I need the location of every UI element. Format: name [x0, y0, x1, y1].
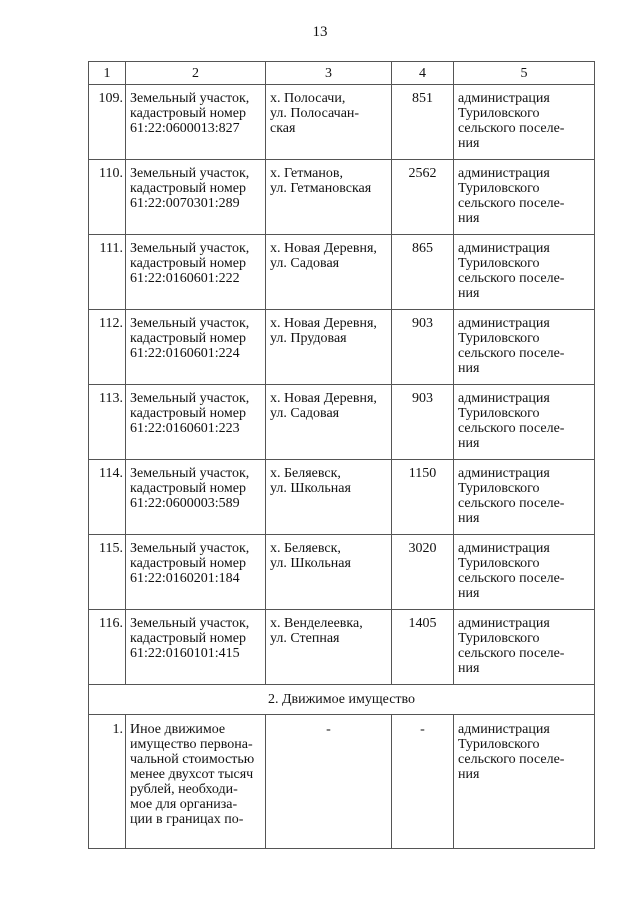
row-number: 114.	[89, 460, 126, 535]
property-name-line: кадастровый номер	[130, 556, 246, 571]
row-number: 111.	[89, 235, 126, 310]
property-owner-line: администрация	[458, 616, 550, 631]
row-number: 116.	[89, 610, 126, 685]
property-address	[266, 385, 392, 460]
property-owner-line: администрация	[458, 541, 550, 556]
property-address-line: ул. Полосачан-	[270, 106, 360, 121]
property-owner	[454, 460, 595, 535]
property-area: 1405	[392, 610, 454, 685]
property-name	[126, 85, 266, 160]
property-address-line: ул. Прудовая	[270, 331, 347, 346]
property-owner-line: ния	[458, 211, 480, 226]
property-owner-line: Туриловского	[458, 556, 540, 571]
property-owner-line: сельского поселе-	[458, 346, 565, 361]
property-name-line: Земельный участок,	[130, 541, 250, 556]
property-name-line: кадастровый номер	[130, 256, 246, 271]
property-owner	[454, 85, 595, 160]
property-address-line: ул. Степная	[270, 631, 340, 646]
property-area: 1150	[392, 460, 454, 535]
property-name-line: Земельный участок,	[130, 241, 250, 256]
property-name-line: кадастровый номер	[130, 481, 246, 496]
property-address-line: ул. Школьная	[270, 556, 351, 571]
property-owner-line: Туриловского	[458, 106, 540, 121]
property-register-table	[88, 61, 595, 849]
property-owner-line: ния	[458, 767, 480, 782]
property-name-line: Иное движимое	[130, 722, 226, 737]
property-name-line: 61:22:0160601:224	[130, 346, 240, 361]
property-name-line: менее двухсот тысяч	[130, 767, 254, 782]
table-row	[89, 160, 595, 235]
property-name-line: Земельный участок,	[130, 466, 250, 481]
property-address	[266, 535, 392, 610]
property-owner-line: ния	[458, 436, 480, 451]
column-header-1: 1	[89, 62, 126, 85]
property-owner-line: администрация	[458, 316, 550, 331]
property-address-line: х. Беляевск,	[270, 541, 341, 556]
property-owner-line: сельского поселе-	[458, 496, 565, 511]
property-name-line: имущество первона-	[130, 737, 253, 752]
property-area: 865	[392, 235, 454, 310]
section-title: 2. Движимое имущество	[89, 685, 595, 715]
property-name	[126, 235, 266, 310]
property-owner-line: ния	[458, 661, 480, 676]
property-name-line: чальной стоимостью	[130, 752, 255, 767]
page-number: 13	[312, 24, 328, 40]
property-owner-line: администрация	[458, 166, 550, 181]
property-address-line: х. Гетманов,	[270, 166, 343, 181]
property-owner-line: ния	[458, 286, 480, 301]
property-name-line: кадастровый номер	[130, 331, 246, 346]
property-area: 2562	[392, 160, 454, 235]
property-owner-line: администрация	[458, 722, 550, 737]
property-address	[266, 235, 392, 310]
column-header-2: 2	[126, 62, 266, 85]
table-row	[89, 235, 595, 310]
property-name-line: 61:22:0600013:827	[130, 121, 240, 136]
property-address-line: х. Новая Деревня,	[270, 316, 377, 331]
property-owner	[454, 235, 595, 310]
property-name-line: Земельный участок,	[130, 91, 250, 106]
property-owner-line: Туриловского	[458, 631, 540, 646]
property-owner-line: ния	[458, 586, 480, 601]
property-owner-line: ния	[458, 511, 480, 526]
property-address-line: х. Новая Деревня,	[270, 391, 377, 406]
table-row	[89, 385, 595, 460]
property-area: -	[392, 715, 454, 849]
table-row	[89, 85, 595, 160]
table-row	[89, 310, 595, 385]
property-area: 903	[392, 385, 454, 460]
row-number: 113.	[89, 385, 126, 460]
column-header-4: 4	[392, 62, 454, 85]
table-row	[89, 715, 595, 849]
property-owner-line: сельского поселе-	[458, 121, 565, 136]
property-address-line: х. Полосачи,	[270, 91, 346, 106]
property-name-line: Земельный участок,	[130, 316, 250, 331]
property-name-line: 61:22:0160201:184	[130, 571, 240, 586]
property-name	[126, 610, 266, 685]
property-owner-line: администрация	[458, 91, 550, 106]
column-header-3: 3	[266, 62, 392, 85]
property-name	[126, 535, 266, 610]
property-owner	[454, 610, 595, 685]
property-address-line: ул. Садовая	[270, 256, 340, 271]
property-owner-line: сельского поселе-	[458, 646, 565, 661]
property-owner-line: администрация	[458, 241, 550, 256]
property-name	[126, 385, 266, 460]
property-owner-line: Туриловского	[458, 256, 540, 271]
property-area: 903	[392, 310, 454, 385]
property-name-line: кадастровый номер	[130, 406, 246, 421]
property-owner	[454, 385, 595, 460]
row-number: 112.	[89, 310, 126, 385]
property-owner-line: сельского поселе-	[458, 752, 565, 767]
property-name-line: 61:22:0070301:289	[130, 196, 240, 211]
property-address: -	[266, 715, 392, 849]
property-name	[126, 715, 266, 849]
property-owner-line: Туриловского	[458, 406, 540, 421]
property-name-line: кадастровый номер	[130, 181, 246, 196]
property-owner-line: ния	[458, 361, 480, 376]
table-body	[89, 62, 595, 849]
property-name	[126, 460, 266, 535]
property-address	[266, 610, 392, 685]
property-address-line: ул. Школьная	[270, 481, 351, 496]
row-number: 110.	[89, 160, 126, 235]
property-owner-line: сельского поселе-	[458, 271, 565, 286]
property-area: 3020	[392, 535, 454, 610]
property-name-line: ции в границах по-	[130, 812, 244, 827]
property-address-line: х. Венделеевка,	[270, 616, 363, 631]
property-owner-line: администрация	[458, 466, 550, 481]
property-owner	[454, 535, 595, 610]
property-owner	[454, 715, 595, 849]
table-row	[89, 610, 595, 685]
property-owner-line: сельского поселе-	[458, 196, 565, 211]
property-name-line: мое для организа-	[130, 797, 238, 812]
property-address-line: ская	[270, 121, 296, 136]
property-name-line: кадастровый номер	[130, 631, 246, 646]
row-number: 115.	[89, 535, 126, 610]
row-number: 109.	[89, 85, 126, 160]
property-owner-line: администрация	[458, 391, 550, 406]
property-address	[266, 85, 392, 160]
property-owner-line: Туриловского	[458, 181, 540, 196]
property-owner-line: Туриловского	[458, 481, 540, 496]
property-name	[126, 160, 266, 235]
header-row	[89, 62, 595, 85]
property-owner-line: сельского поселе-	[458, 421, 565, 436]
table-row	[89, 460, 595, 535]
property-name	[126, 310, 266, 385]
property-name-line: 61:22:0160601:222	[130, 271, 240, 286]
property-name-line: Земельный участок,	[130, 166, 250, 181]
property-owner	[454, 160, 595, 235]
property-address	[266, 160, 392, 235]
property-area: 851	[392, 85, 454, 160]
property-name-line: Земельный участок,	[130, 616, 250, 631]
property-name-line: 61:22:0600003:589	[130, 496, 240, 511]
property-name-line: кадастровый номер	[130, 106, 246, 121]
property-owner-line: Туриловского	[458, 737, 540, 752]
property-name-line: 61:22:0160601:223	[130, 421, 240, 436]
column-header-5: 5	[454, 62, 595, 85]
property-name-line: 61:22:0160101:415	[130, 646, 240, 661]
property-address	[266, 310, 392, 385]
row-number: 1.	[89, 715, 126, 849]
property-owner-line: сельского поселе-	[458, 571, 565, 586]
property-address-line: х. Беляевск,	[270, 466, 341, 481]
property-name-line: рублей, необходи-	[130, 782, 238, 797]
table-row	[89, 535, 595, 610]
property-address-line: ул. Садовая	[270, 406, 340, 421]
property-owner-line: ния	[458, 136, 480, 151]
property-address	[266, 460, 392, 535]
property-owner	[454, 310, 595, 385]
property-owner-line: Туриловского	[458, 331, 540, 346]
property-name-line: Земельный участок,	[130, 391, 250, 406]
property-address-line: ул. Гетмановская	[270, 181, 372, 196]
section-row	[89, 685, 595, 715]
property-address-line: х. Новая Деревня,	[270, 241, 377, 256]
